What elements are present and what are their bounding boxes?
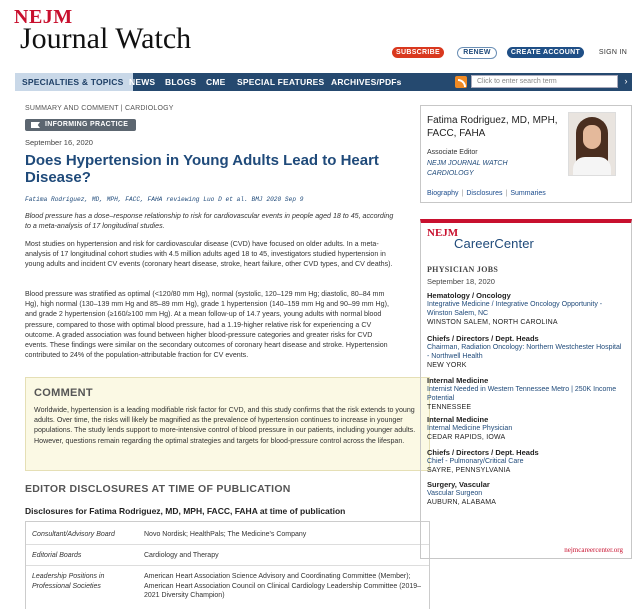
search-arrow-icon[interactable]: › bbox=[624, 76, 628, 86]
disclosure-label: Editorial Boards bbox=[32, 552, 82, 559]
job-location: TENNESSEE bbox=[427, 404, 472, 411]
nav-news[interactable]: NEWS bbox=[129, 77, 156, 87]
job-title-link[interactable]: Integrative Medicine / Integrative Oncology Opportunity - Winston Salem, NC bbox=[427, 301, 603, 317]
table-divider bbox=[26, 565, 429, 566]
job-listing bbox=[427, 415, 623, 442]
sign-in-link[interactable]: SIGN IN bbox=[598, 49, 628, 56]
article-date: September 16, 2020 bbox=[25, 138, 93, 147]
disclosure-label: Leadership Positions in Professional Societies bbox=[32, 573, 105, 590]
job-category: Internal Medicine bbox=[427, 415, 489, 424]
job-location: AUBURN, ALABAMA bbox=[427, 499, 497, 506]
table-divider bbox=[26, 544, 429, 545]
job-location: NEW YORK bbox=[427, 362, 467, 369]
job-category: Chiefs / Directors / Dept. Heads bbox=[427, 448, 539, 457]
author-name: Fatima Rodriguez, MD, MPH, FACC, FAHA bbox=[427, 115, 558, 139]
job-listing bbox=[427, 334, 623, 370]
logo-nejm: NEJM bbox=[14, 6, 73, 28]
physician-jobs-heading: PHYSICIAN JOBS bbox=[427, 265, 499, 274]
job-listing bbox=[427, 376, 623, 412]
nav-specialties-topics[interactable]: SPECIALTIES & TOPICS bbox=[15, 73, 133, 91]
summaries-link[interactable]: Summaries bbox=[510, 190, 546, 197]
job-title-link[interactable]: Internal Medicine Physician bbox=[427, 425, 513, 432]
article-summary: Blood pressure has a dose–response relationship to risk for cardiovascular events in people aged 18 to 45, according to a meta-analysis of 17 longitudinal studies. bbox=[25, 212, 394, 231]
create-account-button[interactable]: CREATE ACCOUNT bbox=[507, 47, 584, 58]
disclosures-subheading: Disclosures for Fatima Rodriguez, MD, MPH, FACC, FAHA at time of publication bbox=[25, 506, 346, 516]
comment-heading: COMMENT bbox=[34, 387, 93, 399]
author-card bbox=[420, 105, 632, 203]
nav-cme[interactable]: CME bbox=[206, 77, 226, 87]
disclosures-link[interactable]: Disclosures bbox=[466, 190, 503, 197]
job-listing bbox=[427, 291, 623, 327]
search-input[interactable]: Click to enter search term bbox=[471, 75, 618, 88]
disclosures-table bbox=[25, 521, 430, 609]
renew-button[interactable]: RENEW bbox=[457, 47, 497, 59]
rss-icon[interactable] bbox=[455, 76, 467, 88]
job-location: SAYRE, PENNSYLVANIA bbox=[427, 467, 511, 474]
disclosure-value: Novo Nordisk; HealthPals; The Medicine's Company bbox=[144, 531, 307, 538]
nav-archives[interactable]: ARCHIVES/PDFs bbox=[331, 77, 402, 87]
job-category: Chiefs / Directors / Dept. Heads bbox=[427, 334, 539, 343]
job-title-link[interactable]: Chief - Pulmonary/Critical Care bbox=[427, 458, 524, 465]
career-center-panel bbox=[420, 219, 632, 559]
career-center-link[interactable]: nejmcareercenter.org bbox=[564, 546, 623, 554]
article-paragraph-1: Most studies on hypertension and risk for cardiovascular disease (CVD) have focused on older adults. In a meta-analysis of 17 longitudinal cohort studies with 4.5 million adults aged 18 to 45, investigators studied hypertension in young adults and incident CV events (coronary heart disease, stroke, heart failure, other CVD types, and CV deaths). bbox=[25, 240, 393, 269]
badge-label: INFORMING PRACTICE bbox=[45, 121, 129, 128]
article-byline[interactable]: Fatima Rodriguez, MD, MPH, FACC, FAHA reviewing Luo D et al. BMJ 2020 Sep 9 bbox=[25, 196, 304, 203]
job-category: Internal Medicine bbox=[427, 376, 489, 385]
disclosure-value: Cardiology and Therapy bbox=[144, 552, 219, 559]
job-category: Hematology / Oncology bbox=[427, 291, 511, 300]
comment-text: Worldwide, hypertension is a leading modifiable risk factor for CVD, and this study confirms that the risk extends to young adults. Over time, the risks will likely be magnified as the prevalence of hypertension continues to increase in younger populations. The study lends support to more-intensive control of blood pressure in our patients, including younger adults. However, questions remain regarding the optimal strategies and targets for blood-pressure control across the lifespan. bbox=[34, 406, 416, 445]
breadcrumb[interactable]: SUMMARY AND COMMENT | CARDIOLOGY bbox=[25, 105, 174, 112]
informing-practice-badge bbox=[25, 119, 136, 131]
job-title-link[interactable]: Internist Needed in Western Tennessee Metro | 250K Income Potential bbox=[427, 386, 617, 402]
disclosure-label: Consultant/Advisory Board bbox=[32, 531, 115, 538]
author-links: Biography | Disclosures | Summaries bbox=[427, 190, 546, 197]
job-listing bbox=[427, 480, 623, 507]
job-location: CEDAR RAPIDS, IOWA bbox=[427, 434, 506, 441]
job-title-link[interactable]: Vascular Surgeon bbox=[427, 490, 483, 497]
main-nav bbox=[15, 73, 632, 91]
career-logo-name[interactable]: CareerCenter bbox=[454, 236, 534, 251]
author-organization: NEJM JOURNAL WATCH CARDIOLOGY bbox=[427, 160, 508, 177]
article-paragraph-2: Blood pressure was stratified as optimal (<120/80 mm Hg), normal (systolic, 120–129 mm Hg; diastolic, 80–84 mm Hg), high normal (130–139 mm Hg and 85–89 mm Hg), grade 1 hypertension (140–159 mm Hg and 90–99 mm Hg), and grade 2 hypertension (≥160/≥100 mm Hg). At a mean follow-up of 14.7 years, young adults with normal blood pressure, compared to those with optimal blood pressure, had a 1.19-higher relative risk for experiencing a CV outcome. A graded association was found between higher blood-pressure categories and greater risks for CVD events. These findings were similar on the secondary outcomes of coronary heart disease and stroke. Hypertension contributed to 24% of the population-attributable fraction for CV events. bbox=[25, 290, 389, 360]
article-title: Does Hypertension in Young Adults Lead to Heart Disease? bbox=[25, 152, 379, 186]
job-category: Surgery, Vascular bbox=[427, 480, 490, 489]
subscribe-button[interactable]: SUBSCRIBE bbox=[392, 47, 444, 58]
flag-icon bbox=[31, 122, 40, 128]
nav-blogs[interactable]: BLOGS bbox=[165, 77, 197, 87]
disclosures-heading: EDITOR DISCLOSURES AT TIME OF PUBLICATION bbox=[25, 483, 291, 495]
career-logo-nejm: NEJM bbox=[427, 227, 459, 239]
comment-box bbox=[25, 377, 430, 471]
job-listing bbox=[427, 448, 623, 475]
author-photo bbox=[568, 112, 616, 176]
biography-link[interactable]: Biography bbox=[427, 190, 459, 197]
job-location: WINSTON SALEM, NORTH CAROLINA bbox=[427, 319, 558, 326]
career-date: September 18, 2020 bbox=[427, 277, 495, 286]
site-logo[interactable] bbox=[14, 6, 192, 55]
disclosure-value: American Heart Association Science Advisory and Coordinating Committee (Member); American Heart Association Council on Clinical Cardiology Leadership Committee (2019–2021 Diversity Champion) bbox=[144, 573, 422, 599]
nav-special-features[interactable]: SPECIAL FEATURES bbox=[237, 77, 325, 87]
job-title-link[interactable]: Chairman, Radiation Oncology: Northern Westchester Hospital - Northwell Health bbox=[427, 344, 622, 360]
logo-journal-watch: Journal Watch bbox=[20, 22, 192, 55]
author-role: Associate Editor bbox=[427, 149, 478, 156]
